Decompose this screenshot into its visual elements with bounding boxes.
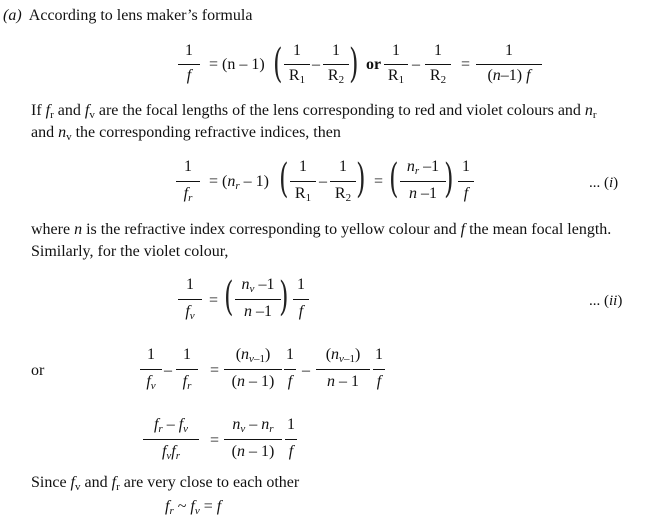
fraction-fr-minus-fv-over-fvfr: $f_r - f_v$ $f_vf_r$	[143, 416, 199, 468]
fraction-1-over-fr-or: 1 $f_r$	[176, 346, 198, 398]
fraction-1-over-R1-i: 1 $R_1$	[290, 158, 316, 210]
fraction-nv-minus-nr-over-n-1: $n_v - n_r$ (n – 1)	[224, 416, 282, 468]
fraction-nv-1-over-n-1: $(n_{v-1})$ (n – 1)	[224, 346, 282, 398]
fraction-1-over-R2-i: 1 $R_2$	[330, 158, 356, 210]
eq-nr-minus-1: = $(n_r - 1)$	[209, 173, 269, 192]
para1-line1: If $f_r$ and $f_v$ are the focal lengths of the lens corresponding to red and violet colours and $n_r$	[31, 102, 597, 121]
or-word-2: or	[31, 362, 45, 379]
fraction-1-over-fr: 1 $f_r$	[176, 158, 200, 210]
fraction-1-over-R2: 1 $R_2$	[323, 42, 349, 90]
paren-open: (	[273, 41, 283, 87]
equation-tag-i: ... (i)	[589, 175, 619, 191]
fraction-1-over-f-or-a: 1 f	[286, 346, 294, 390]
fraction-1-over-f-diff: 1 f	[287, 416, 295, 460]
fraction-1-over-R1b: 1 $R_1$	[384, 42, 408, 90]
fraction-1-over-R2b: 1 $R_2$	[425, 42, 451, 90]
fraction-1-over-R1: 1 $R_1$	[284, 42, 310, 90]
fraction-1-over-f: 1 f	[178, 42, 200, 90]
para2-line2: Similarly, for the violet colour,	[31, 243, 229, 260]
fraction-1-over-f-ii: 1 f	[293, 276, 309, 328]
intro-text: According to lens maker’s formula	[28, 7, 253, 24]
or-word: or	[366, 56, 382, 73]
fraction-nv-minus-1-over-n-minus-1: $n_v$ –1 n –1	[235, 276, 281, 328]
para2-line1: where n is the refractive index corresponding to yellow colour and f the mean focal length.	[31, 221, 612, 238]
fraction-1-over-fv-or: 1 $f_v$	[140, 346, 162, 398]
fraction-1-over-n-minus-1-f: 1 (n–1) f	[476, 42, 542, 90]
part-label: (a)	[3, 7, 22, 24]
para1-line2: and $n_v$ the corresponding refractive indices, then	[31, 124, 341, 143]
fraction-1-over-f-i: 1 f	[458, 158, 474, 210]
fraction-1-over-f-or-b: 1 f	[375, 346, 383, 390]
para3-line1: Since $f_v$ and $f_r$ are very close to each other	[31, 474, 300, 493]
eq-n-minus-1: = (n – 1)	[209, 56, 265, 73]
fraction-nv-1-over-n-1-b: $(n_{v-1})$ n – 1	[316, 346, 370, 398]
fraction-nr-minus-1-over-n-minus-1: $n_r$ –1 n –1	[400, 158, 446, 210]
paren-close: )	[349, 41, 359, 87]
approx-equation: $f_r$ ~ $f_v = f$	[165, 498, 222, 517]
intro-line	[3, 6, 252, 26]
equation-tag-ii: ... (ii)	[589, 293, 623, 309]
fraction-1-over-fv: 1 $f_v$	[178, 276, 202, 328]
